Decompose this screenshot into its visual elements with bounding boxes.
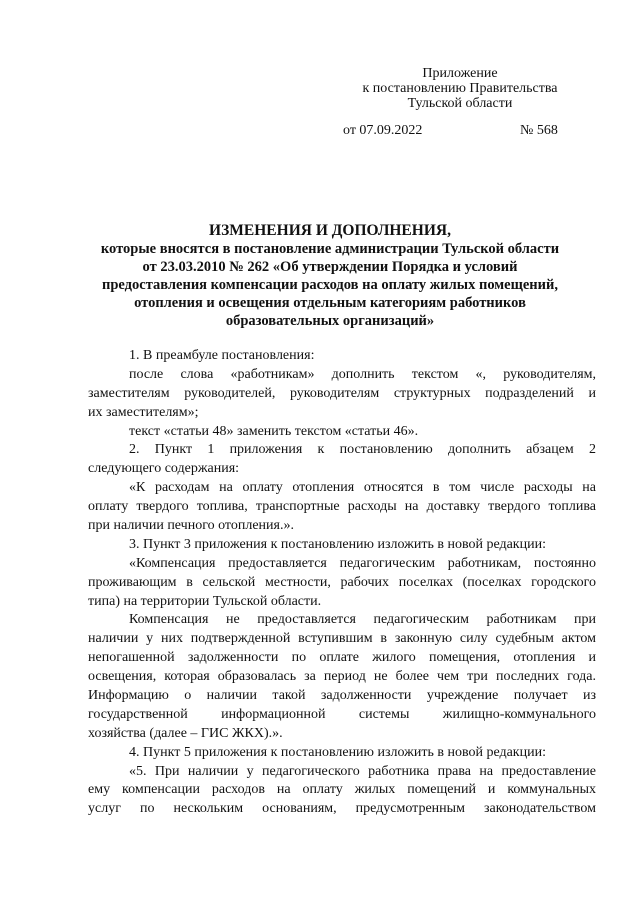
body-line: непогашенной задолженности по оплате жилого помещения, отопления и	[88, 650, 596, 666]
appendix-header	[340, 66, 580, 111]
body-line: после слова «работникам» дополнить текстом «, руководителям,	[129, 366, 596, 382]
body-line: государственной информационной системы жилищно-коммунального	[88, 706, 596, 722]
appendix-to-resolution: к постановлению Правительства	[362, 81, 558, 96]
title-line: предоставления компенсации расходов на оплату жилых помещений,	[102, 277, 558, 293]
body-line: текст «статьи 48» заменить текстом «статьи 46».	[129, 423, 419, 439]
body-line: 1. В преамбуле постановления:	[129, 348, 315, 363]
body-line: «5. При наличии у педагогического работника права на предоставление	[129, 763, 596, 779]
body-line: их заместителям»;	[88, 404, 199, 420]
body-line: заместителям руководителей, руководителям структурных подразделений и	[88, 385, 596, 401]
body-line: «Компенсация предоставляется педагогическим работникам, постоянно	[129, 555, 596, 571]
body-line: типа) на территории Тульской области.	[88, 593, 322, 609]
title-line: от 23.03.2010 № 262 «Об утверждении Порядка и условий	[142, 259, 518, 275]
body-line: следующего содержания:	[88, 461, 240, 477]
body-line: при наличии печного отопления.».	[88, 518, 294, 534]
body-line: 2. Пункт 1 приложения к постановлению дополнить абзацем 2	[129, 442, 596, 458]
title-line: отопления и освещения отдельным категориям работников	[134, 295, 526, 311]
body-line: «К расходам на оплату отопления относятся в том числе расходы на	[129, 480, 596, 496]
appendix-region: Тульской области	[407, 96, 513, 111]
body-line: ему компенсации расходов на оплату жилых помещений и коммунальных	[88, 782, 596, 798]
resolution-number: № 568	[520, 123, 558, 138]
title-line: которые вносятся в постановление администрации Тульской области	[100, 241, 560, 257]
title-heading: ИЗМЕНЕНИЯ И ДОПОЛНЕНИЯ,	[209, 222, 451, 239]
body-line: проживающим в сельской местности, рабочих поселках (поселках городского	[88, 574, 596, 590]
body-line: 3. Пункт 3 приложения к постановлению изложить в новой редакции:	[129, 536, 546, 552]
body-line: хозяйства (далее – ГИС ЖКХ).».	[88, 725, 283, 741]
body-line: оплату твердого топлива, транспортные расходы на доставку твердого топлива	[88, 499, 596, 515]
body-line: Информацию о наличии такой задолженности учреждение получает из	[88, 688, 596, 704]
document-body	[88, 347, 596, 819]
body-line: освещения, которая образовалась за период не более чем три последних года.	[88, 669, 596, 685]
resolution-date: от 07.09.2022	[343, 123, 423, 138]
body-line: услуг по нескольким основаниям, предусмотренным законодательством	[88, 801, 596, 817]
body-line: 4. Пункт 5 приложения к постановлению изложить в новой редакции:	[129, 744, 546, 760]
body-line: наличии у них подтвержденной вступившим в законную силу судебным актом	[88, 631, 596, 647]
appendix-label: Приложение	[422, 66, 498, 81]
title-line: образовательных организаций»	[225, 313, 435, 329]
document-title	[80, 222, 580, 330]
body-line: Компенсация не предоставляется педагогическим работникам при	[129, 612, 596, 628]
